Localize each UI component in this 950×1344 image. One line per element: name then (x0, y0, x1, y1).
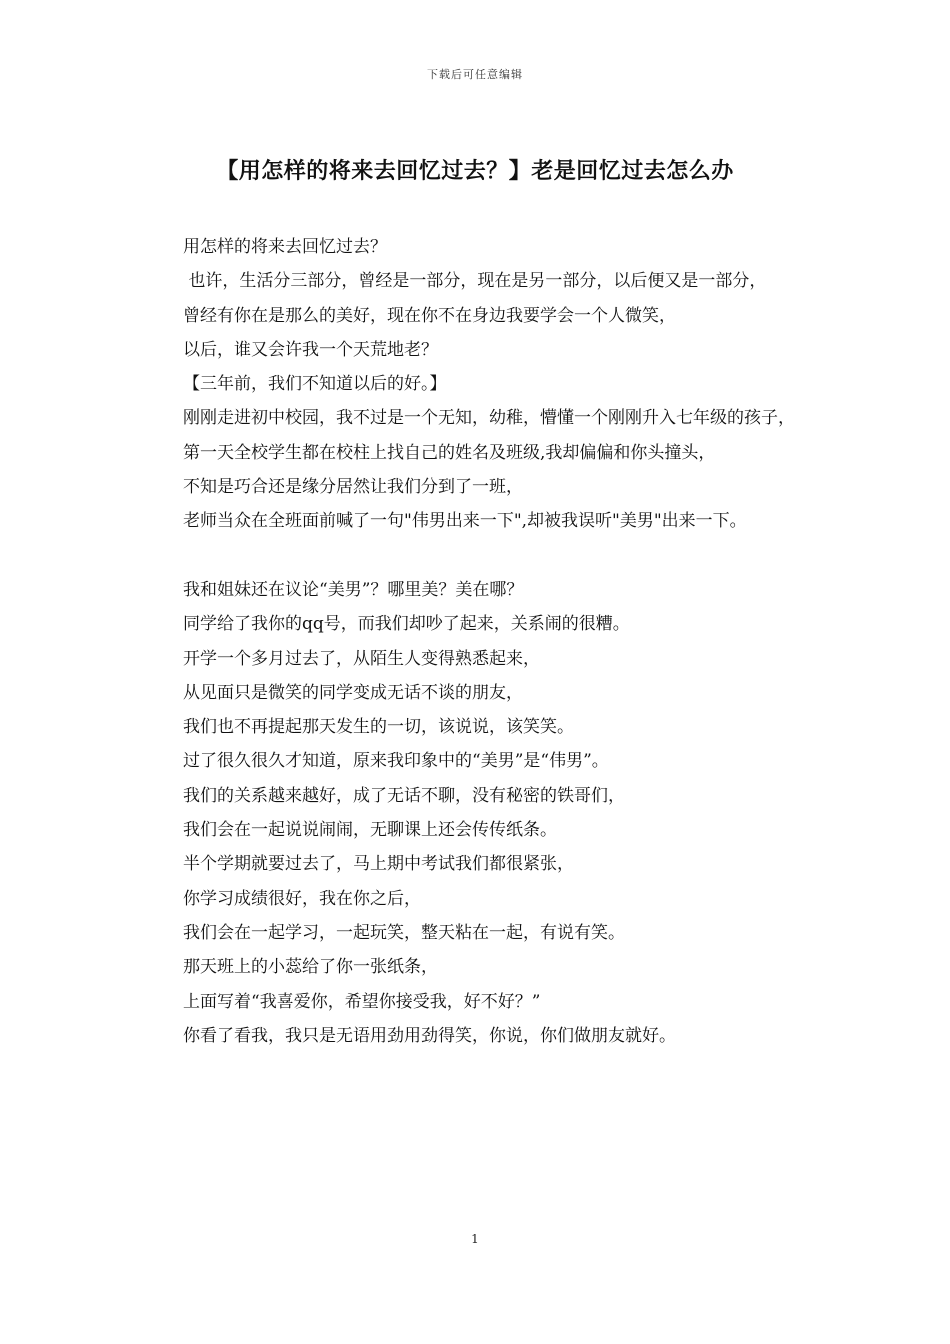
blank-line (145, 539, 815, 573)
paragraph: 曾经有你在是那么的美好，现在你不在身边我要学会一个人微笑， (183, 305, 676, 326)
paragraph: 也许，生活分三部分，曾经是一部分，现在是另一部分，以后便又是一部分， (183, 271, 767, 292)
page-number: 1 (471, 1232, 479, 1246)
paragraph: 半个学期就要过去了，马上期中考试我们都很紧张， (183, 854, 574, 875)
paragraph: 我们也不再提起那天发生的一切，该说说，该笑笑。 (183, 717, 574, 738)
paragraph: 我们的关系越来越好，成了无话不聊，没有秘密的铁哥们， (183, 785, 625, 806)
paragraph: 上面写着“我喜爱你，希望你接受我，好不好？” (183, 991, 541, 1012)
paragraph: 那天班上的小蕊给了你一张纸条， (183, 957, 438, 978)
paragraph: 我们会在一起说说闹闹，无聊课上还会传传纸条。 (183, 820, 557, 841)
paragraph: 开学一个多月过去了，从陌生人变得熟悉起来， (183, 648, 540, 669)
paragraph: 过了很久很久才知道，原来我印象中的“美男”是“伟男”。 (183, 751, 609, 772)
paragraph: 你看了看我，我只是无语用劲用劲得笑，你说，你们做朋友就好。 (183, 1025, 676, 1046)
paragraph: 第一天全校学生都在校柱上找自己的姓名及班级,我却偏偏和你头撞头， (183, 442, 716, 463)
paragraph: 刚刚走进初中校园，我不过是一个无知，幼稚，懵懂一个刚刚升入七年级的孩子， (183, 408, 795, 429)
paragraph: 以后，谁又会许我一个天荒地老？ (183, 339, 438, 360)
paragraph: 我和姐妹还在议论“美男”？哪里美？美在哪？ (183, 579, 524, 600)
paragraph: 同学给了我你的qq号，而我们却吵了起来，关系闹的很糟。 (183, 614, 630, 635)
paragraph: 从见面只是微笑的同学变成无话不谈的朋友， (183, 682, 523, 703)
paragraph: 你学习成绩很好，我在你之后， (183, 888, 421, 909)
page-header: 下载后可任意编辑 (427, 68, 523, 81)
document-body (145, 230, 815, 1053)
paragraph: 用怎样的将来去回忆过去？ (183, 237, 387, 257)
paragraph: 【三年前，我们不知道以后的好。】 (183, 374, 447, 395)
document-title: 【用怎样的将来去回忆过去？】老是回忆过去怎么办 (216, 158, 734, 184)
paragraph: 不知是巧合还是缘分居然让我们分到了一班， (183, 477, 523, 498)
paragraph: 老师当众在全班面前喊了一句"伟男出来一下",却被我误听"美男"出来一下。 (183, 511, 747, 532)
paragraph: 我们会在一起学习，一起玩笑，整天粘在一起，有说有笑。 (183, 922, 625, 943)
